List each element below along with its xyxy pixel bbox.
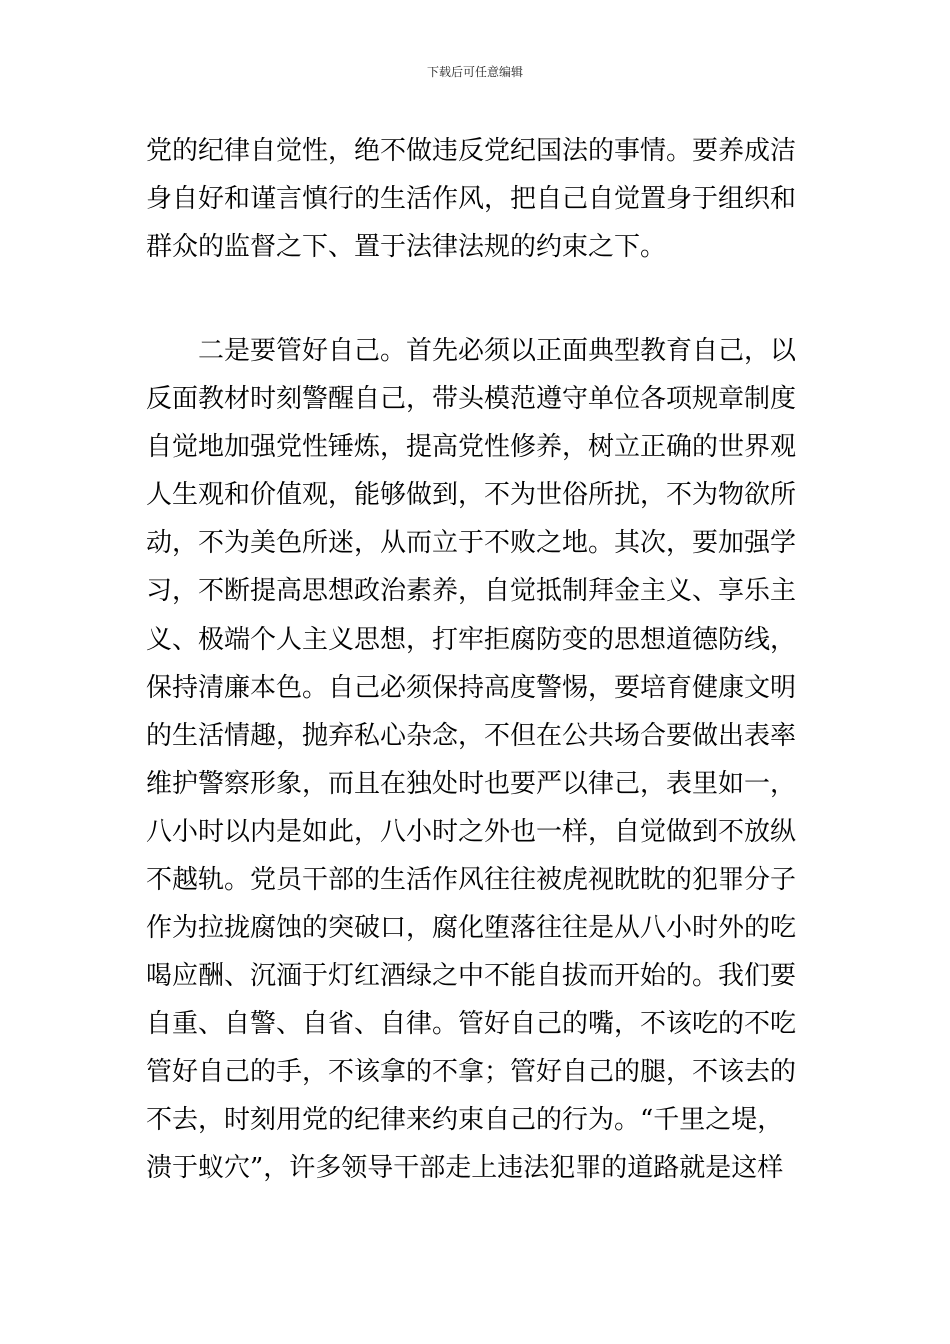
- text-line: 溃于蚁穴”，许多领导干部走上违法犯罪的道路就是这样: [146, 1153, 784, 1183]
- text-line: 动，不为美色所迷，从而立于不败之地。其次，要加强学: [146, 528, 797, 558]
- text-line: 人生观和价值观，能够做到，不为世俗所扰，不为物欲所: [146, 480, 797, 510]
- text-line: 维护警察形象，而且在独处时也要严以律己，表里如一，: [146, 769, 797, 799]
- text-line: 不去，时刻用党的纪律来约束自己的行为。“千里之堤，: [146, 1105, 784, 1135]
- text-line: 的生活情趣，抛弃私心杂念，不但在公共场合要做出表率: [146, 721, 797, 751]
- text-line: 管好自己的手，不该拿的不拿；管好自己的腿，不该去的: [146, 1057, 797, 1087]
- text-line: 群众的监督之下、置于法律法规的约束之下。: [146, 232, 667, 262]
- text-line: 义、极端个人主义思想，打牢拒腐防变的思想道德防线，: [146, 625, 797, 655]
- text-line: 反面教材时刻警醒自己，带头模范遵守单位各项规章制度: [146, 384, 797, 414]
- text-line: 保持清廉本色。自己必须保持高度警惕，要培育健康文明: [146, 673, 797, 703]
- page-header: 下载后可任意编辑: [426, 65, 523, 79]
- text-line: 身自好和谨言慎行的生活作风，把自己自觉置身于组织和: [146, 184, 797, 214]
- text-line: 八小时以内是如此，八小时之外也一样，自觉做到不放纵: [146, 817, 797, 847]
- text-line: 不越轨。党员干部的生活作风往往被虎视眈眈的犯罪分子: [146, 865, 797, 895]
- text-line: 自觉地加强党性锤炼，提高党性修养，树立正确的世界观: [146, 432, 797, 462]
- text-line: 自重、自警、自省、自律。管好自己的嘴，不该吃的不吃: [146, 1009, 797, 1039]
- text-line: 作为拉拢腐蚀的突破口，腐化堕落往往是从八小时外的吃: [146, 913, 797, 943]
- text-line: 党的纪律自觉性，绝不做违反党纪国法的事情。要养成洁: [146, 136, 797, 166]
- text-line: 习，不断提高思想政治素养，自觉抵制拜金主义、享乐主: [146, 576, 797, 606]
- text-line: 二是要管好自己。首先必须以正面典型教育自己，以: [146, 336, 797, 366]
- text-line: 喝应酬、沉湎于灯红酒绿之中不能自拔而开始的。我们要: [146, 961, 797, 991]
